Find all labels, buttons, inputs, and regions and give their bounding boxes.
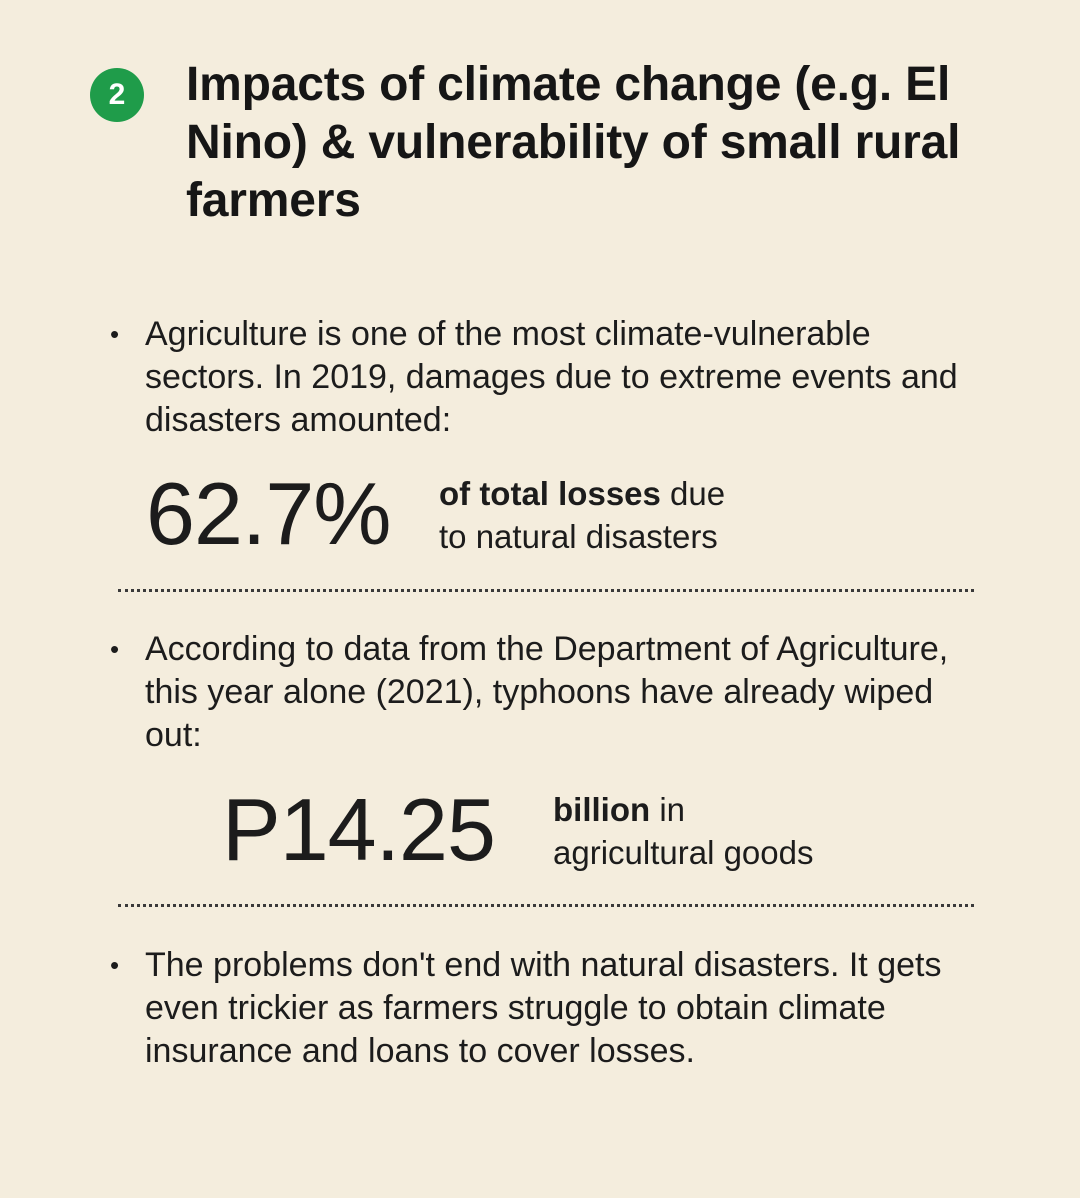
stat-description-rest: in <box>650 791 686 828</box>
stat-value: P14.25 <box>222 780 495 879</box>
section-number-badge: 2 <box>90 68 144 122</box>
stat-description-line2: agricultural goods <box>553 834 814 871</box>
bullet-marker: • <box>110 950 120 980</box>
bullet-text: According to data from the Department of Agriculture, this year alone (2021), typhoons have already wiped out: <box>145 630 949 754</box>
stat-description-line2: to natural disasters <box>439 518 718 555</box>
stat-description-rest: due <box>660 475 726 512</box>
stat-description <box>439 472 725 558</box>
dotted-divider <box>118 589 974 592</box>
dotted-divider <box>118 904 974 907</box>
stat-description-bold: billion <box>553 791 651 828</box>
stat-value: 62.7% <box>146 464 391 563</box>
stat-description-bold: of total losses <box>439 475 661 512</box>
section-title: Impacts of climate change (e.g. El Nino) & vulnerability of small rural farmers <box>186 58 961 227</box>
stat-description <box>553 788 814 874</box>
bullet-text: The problems don't end with natural disasters. It gets even trickier as farmers struggle to obtain climate insurance and loans to cover losses. <box>145 946 942 1070</box>
bullet-marker: • <box>110 634 120 664</box>
bullet-text: Agriculture is one of the most climate-vulnerable sectors. In 2019, damages due to extreme events and disasters amounted: <box>145 315 958 439</box>
bullet-marker: • <box>110 319 120 349</box>
